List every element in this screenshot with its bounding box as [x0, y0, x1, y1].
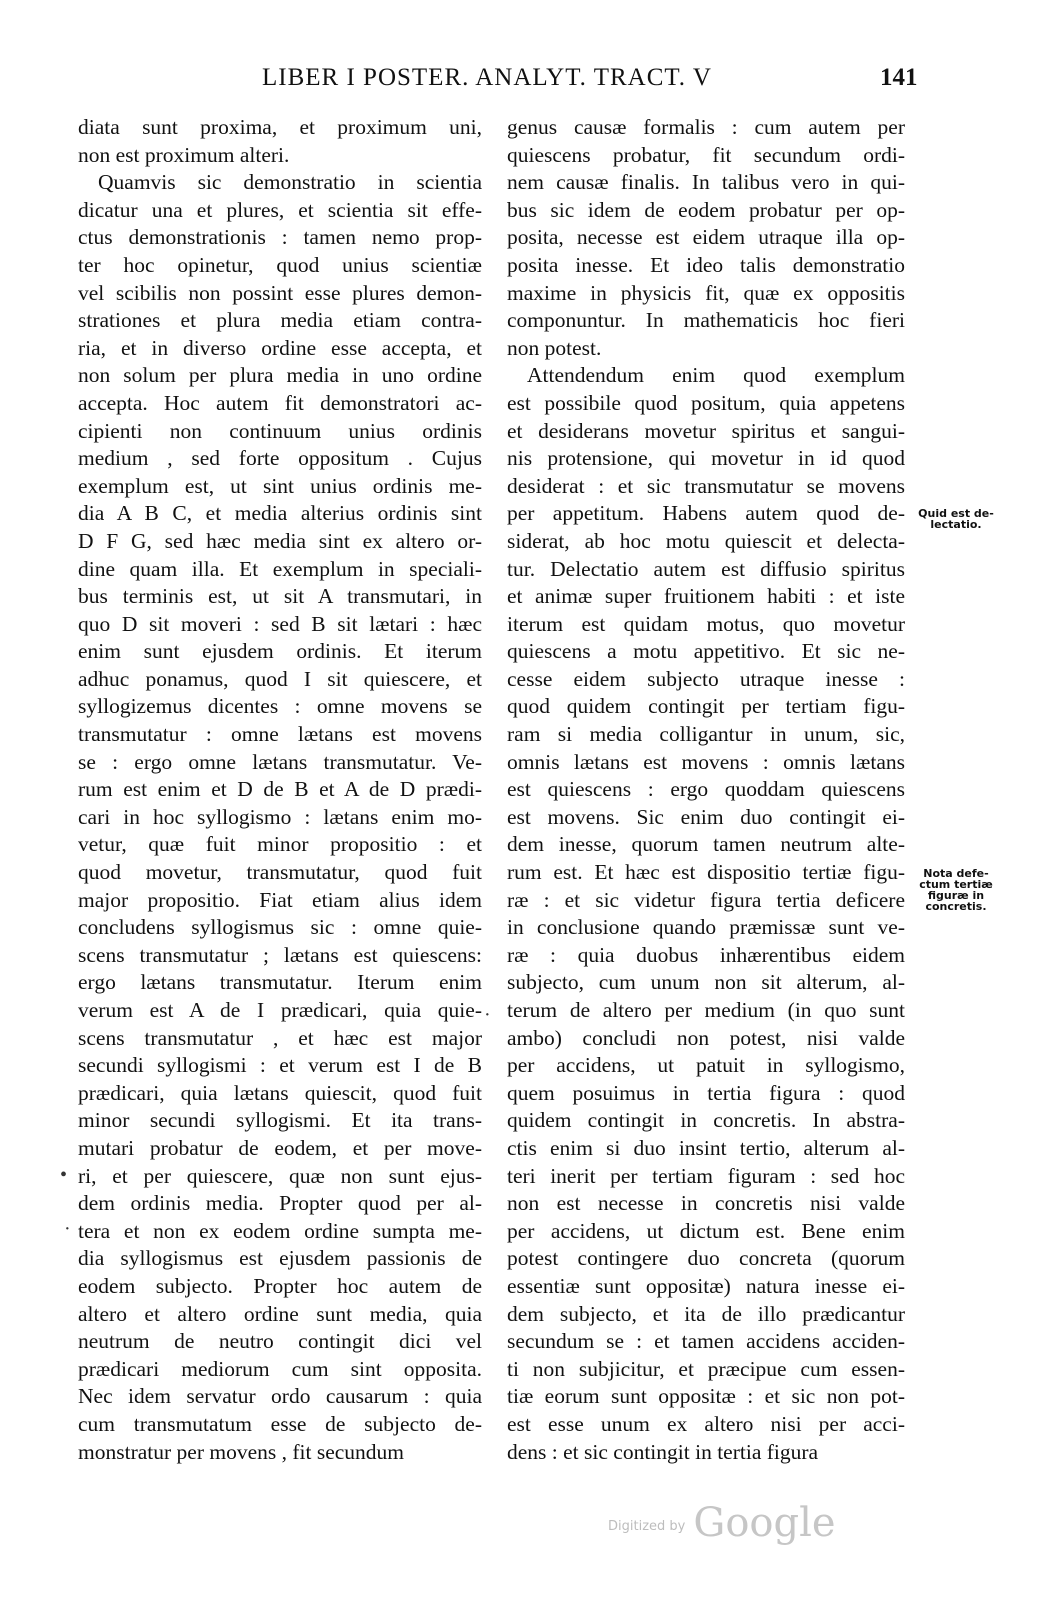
text-line: strationes et plura media etiam contra-	[78, 308, 482, 333]
text-line: secundi syllogismi : et verum est I de B	[78, 1053, 482, 1078]
margin-note-line: Nota defe-	[923, 867, 989, 880]
text-line: potest contingere duo concreta (quorum	[507, 1246, 905, 1271]
text-line: est esse unum ex altero nisi per acci-	[507, 1411, 905, 1436]
text-line: verum est A de I prædicari, quia quie-	[78, 998, 482, 1022]
text-line: non est necesse in concretis nisi valde	[507, 1191, 905, 1216]
margin-note-delectatio	[914, 508, 998, 530]
text-line: posita inesse. Et ideo talis demonstratio	[507, 252, 905, 277]
text-line: Attendendum enim quod exemplum	[527, 363, 905, 388]
text-line: tiæ eorum sunt oppositæ : et sic non pot-	[507, 1384, 905, 1409]
margin-note-line: figuræ in	[927, 889, 985, 902]
text-line: neutrum de neutro contingit dici vel	[78, 1329, 482, 1354]
digitized-by-text: Digitized by	[608, 1519, 686, 1534]
text-line: non potest.	[507, 335, 602, 360]
text-line: enim sunt ejusdem ordinis. Et iterum	[78, 639, 482, 664]
text-line: se : ergo omne lætans transmutatur. Ve-	[78, 749, 482, 774]
text-line: est possibile quod positum, quia appetens	[507, 390, 905, 415]
text-line: ræ : quia duobus inhærentibus eidem	[507, 942, 905, 967]
text-line: Nec idem servatur ordo causarum : quia	[78, 1384, 482, 1409]
text-line: rum est. Et hæc est dispositio tertiæ figu-	[507, 860, 905, 885]
text-line: minor secundi syllogismi. Et ita trans-	[78, 1108, 482, 1133]
text-line: tera et non ex eodem ordine sumpta me-	[78, 1218, 482, 1243]
text-line: diata sunt proxima, et proximum uni,	[78, 115, 482, 139]
text-line: cipienti non continuum unius ordinis	[78, 418, 482, 443]
right-text-column	[507, 114, 905, 1466]
digitization-watermark	[608, 1500, 836, 1550]
text-line: et desiderans movetur spiritus et sangui-	[507, 418, 905, 443]
text-line: vel scibilis non possint esse plures demon-	[78, 280, 482, 305]
text-line: quidem contingit in concretis. In abstra-	[507, 1108, 905, 1133]
text-line: iterum est quidam motus, quo movetur	[507, 611, 905, 636]
text-line: componuntur. In mathematicis hoc fieri	[507, 308, 905, 333]
text-line: non solum per plura media in uno ordine	[78, 363, 482, 388]
text-line: est quiescens : ergo quoddam quiescens	[507, 777, 905, 802]
text-line: ti non subjicitur, et præcipue cum essen-	[507, 1356, 905, 1381]
text-line: ri, et per quiescere, quæ non sunt ejus-	[78, 1163, 482, 1188]
text-line: ter hoc opinetur, quod unius scientiæ	[78, 252, 482, 277]
text-line: eodem subjecto. Propter hoc autem de	[78, 1273, 482, 1298]
running-title: LIBER I POSTER. ANALYT. TRACT. V	[262, 64, 712, 91]
text-line: dens : et sic contingit in tertia figura	[507, 1439, 819, 1464]
text-line: cesse eidem subjecto utraque inesse :	[507, 666, 905, 691]
text-line: cum transmutatum esse de subjecto de-	[78, 1411, 482, 1436]
text-line: ctis enim si duo insint tertio, alterum al-	[507, 1135, 905, 1160]
text-line: Quamvis sic demonstratio in scientia	[98, 170, 482, 195]
text-line: secundum se : et tamen accidens acciden-	[507, 1329, 905, 1354]
text-line: dem subjecto, et ita de illo prædicantur	[507, 1301, 905, 1326]
text-line: genus causæ formalis : cum autem per	[507, 115, 905, 139]
text-line: concludens syllogismus sic : omne quie-	[78, 915, 482, 940]
text-line: essentiæ sunt oppositæ) natura inesse ei-	[507, 1273, 905, 1298]
text-line: scens transmutatur , et hæc est major	[78, 1025, 482, 1050]
text-line: ria, et in diverso ordine esse accepta, et	[78, 335, 482, 360]
margin-note-tertia-figura	[914, 868, 998, 912]
text-line: quiescens a motu appetitivo. Et sic ne-	[507, 639, 905, 664]
text-line: quod movetur, transmutatur, quod fuit	[78, 860, 482, 885]
text-line: teri inerit per tertiam figuram : sed hoc	[507, 1163, 905, 1188]
text-line: exemplum est, ut sint unius ordinis me-	[78, 473, 482, 498]
text-line: et animæ super fruitionem habiti : et iste	[507, 584, 905, 609]
text-line: nis protensione, qui movetur in id quod	[507, 446, 905, 471]
text-line: maxime in physicis fit, quæ ex oppositis	[507, 280, 905, 305]
text-line: altero et altero ordine sunt media, quia	[78, 1301, 482, 1326]
text-line: monstratur per movens , fit secundum	[78, 1439, 405, 1464]
text-line: prædicari mediorum cum sint opposita.	[78, 1356, 482, 1381]
page-number: 141	[880, 64, 918, 91]
text-line: cari in hoc syllogismo : lætans enim mo-	[78, 804, 482, 829]
text-line: adhuc ponamus, quod I sit quiescere, et	[78, 666, 482, 691]
text-line: quem posuimus in tertia figura : quod	[507, 1080, 905, 1105]
text-line: omnis lætans est movens : omnis lætans	[507, 749, 905, 774]
text-line: dine quam illa. Et exemplum in speciali-	[78, 556, 482, 581]
text-line: posita, necesse est eidem utraque illa op-	[507, 225, 905, 250]
text-line: subjecto, cum unum non sit alterum, al-	[507, 970, 905, 995]
left-text-column	[78, 114, 482, 1466]
text-line: prædicari, quia lætans quiescit, quod fuit	[78, 1080, 482, 1105]
text-line: in conclusione quando præmissæ sunt ve-	[507, 915, 905, 940]
google-logo: Google	[693, 1500, 836, 1546]
text-line: ergo lætans transmutatur. Iterum enim	[78, 970, 482, 995]
text-line: medium , sed forte oppositum . Cujus	[78, 446, 482, 471]
text-line: ram si media colligantur in unum, sic,	[507, 722, 905, 747]
margin-dot-mark: ·	[64, 1218, 71, 1240]
text-line: tur. Delectatio autem est diffusio spiritus	[507, 556, 905, 581]
text-line: major propositio. Fiat etiam alius idem	[78, 887, 482, 912]
text-line: accepta. Hoc autem fit demonstratori ac-	[78, 390, 482, 415]
margin-dot-mark: ·	[484, 1004, 491, 1026]
text-line: siderat, ab hoc motu quiescit et delecta-	[507, 528, 905, 553]
text-line: scens transmutatur ; lætans est quiescens:	[78, 942, 482, 967]
text-line: terum de altero per medium (in quo sunt	[507, 998, 905, 1022]
text-line: bus sic idem de eodem probatur per op-	[507, 197, 905, 222]
margin-note-line: concretis.	[925, 900, 987, 913]
text-line: per appetitum. Habens autem quod de-	[507, 501, 905, 526]
text-line: dicatur una et plures, et scientia sit effe-	[78, 197, 482, 222]
text-line: D F G, sed hæc media sint ex altero or-	[78, 528, 482, 553]
text-line: rum est enim et D de B et A de D prædi-	[78, 777, 482, 802]
text-line: quo D sit moveri : sed B sit lætari : hæc	[78, 611, 482, 636]
text-line: syllogizemus dicentes : omne movens se	[78, 694, 482, 719]
page-header	[0, 64, 1058, 98]
text-line: bus terminis est, ut sit A transmutari, in	[78, 584, 482, 609]
text-line: dem ordinis media. Propter quod per al-	[78, 1191, 482, 1216]
text-line: ctus demonstrationis : tamen nemo prop-	[78, 225, 482, 250]
text-line: dia A B C, et media alterius ordinis sint	[78, 501, 482, 526]
text-line: mutari probatur de eodem, et per move-	[78, 1135, 482, 1160]
text-line: per accidens, ut patuit in syllogismo,	[507, 1053, 905, 1078]
text-line: nem causæ finalis. In talibus vero in qui-	[507, 170, 905, 195]
text-line: non est proximum alteri.	[78, 142, 290, 167]
text-line: transmutatur : omne lætans est movens	[78, 722, 482, 747]
text-line: desiderat : et sic transmutatur se movens	[507, 473, 905, 498]
text-line: quod quidem contingit per tertiam figu-	[507, 694, 905, 719]
margin-dot-mark: •	[60, 1164, 68, 1186]
text-line: quiescens probatur, fit secundum ordi-	[507, 142, 905, 167]
text-line: vetur, quæ fuit minor propositio : et	[78, 832, 482, 857]
margin-note-line: Quid est de-	[918, 507, 994, 520]
margin-note-line: lectatio.	[930, 518, 982, 531]
text-line: ræ : et sic videtur figura tertia deficere	[507, 887, 905, 912]
text-line: est movens. Sic enim duo contingit ei-	[507, 804, 905, 829]
text-line: per accidens, ut dictum est. Bene enim	[507, 1218, 905, 1243]
text-line: ambo) concludi non potest, nisi valde	[507, 1025, 905, 1050]
text-line: dem inesse, quorum tamen neutrum alte-	[507, 832, 905, 857]
text-line: dia syllogismus est ejusdem passionis de	[78, 1246, 482, 1271]
margin-note-line: ctum tertiæ	[919, 878, 993, 891]
